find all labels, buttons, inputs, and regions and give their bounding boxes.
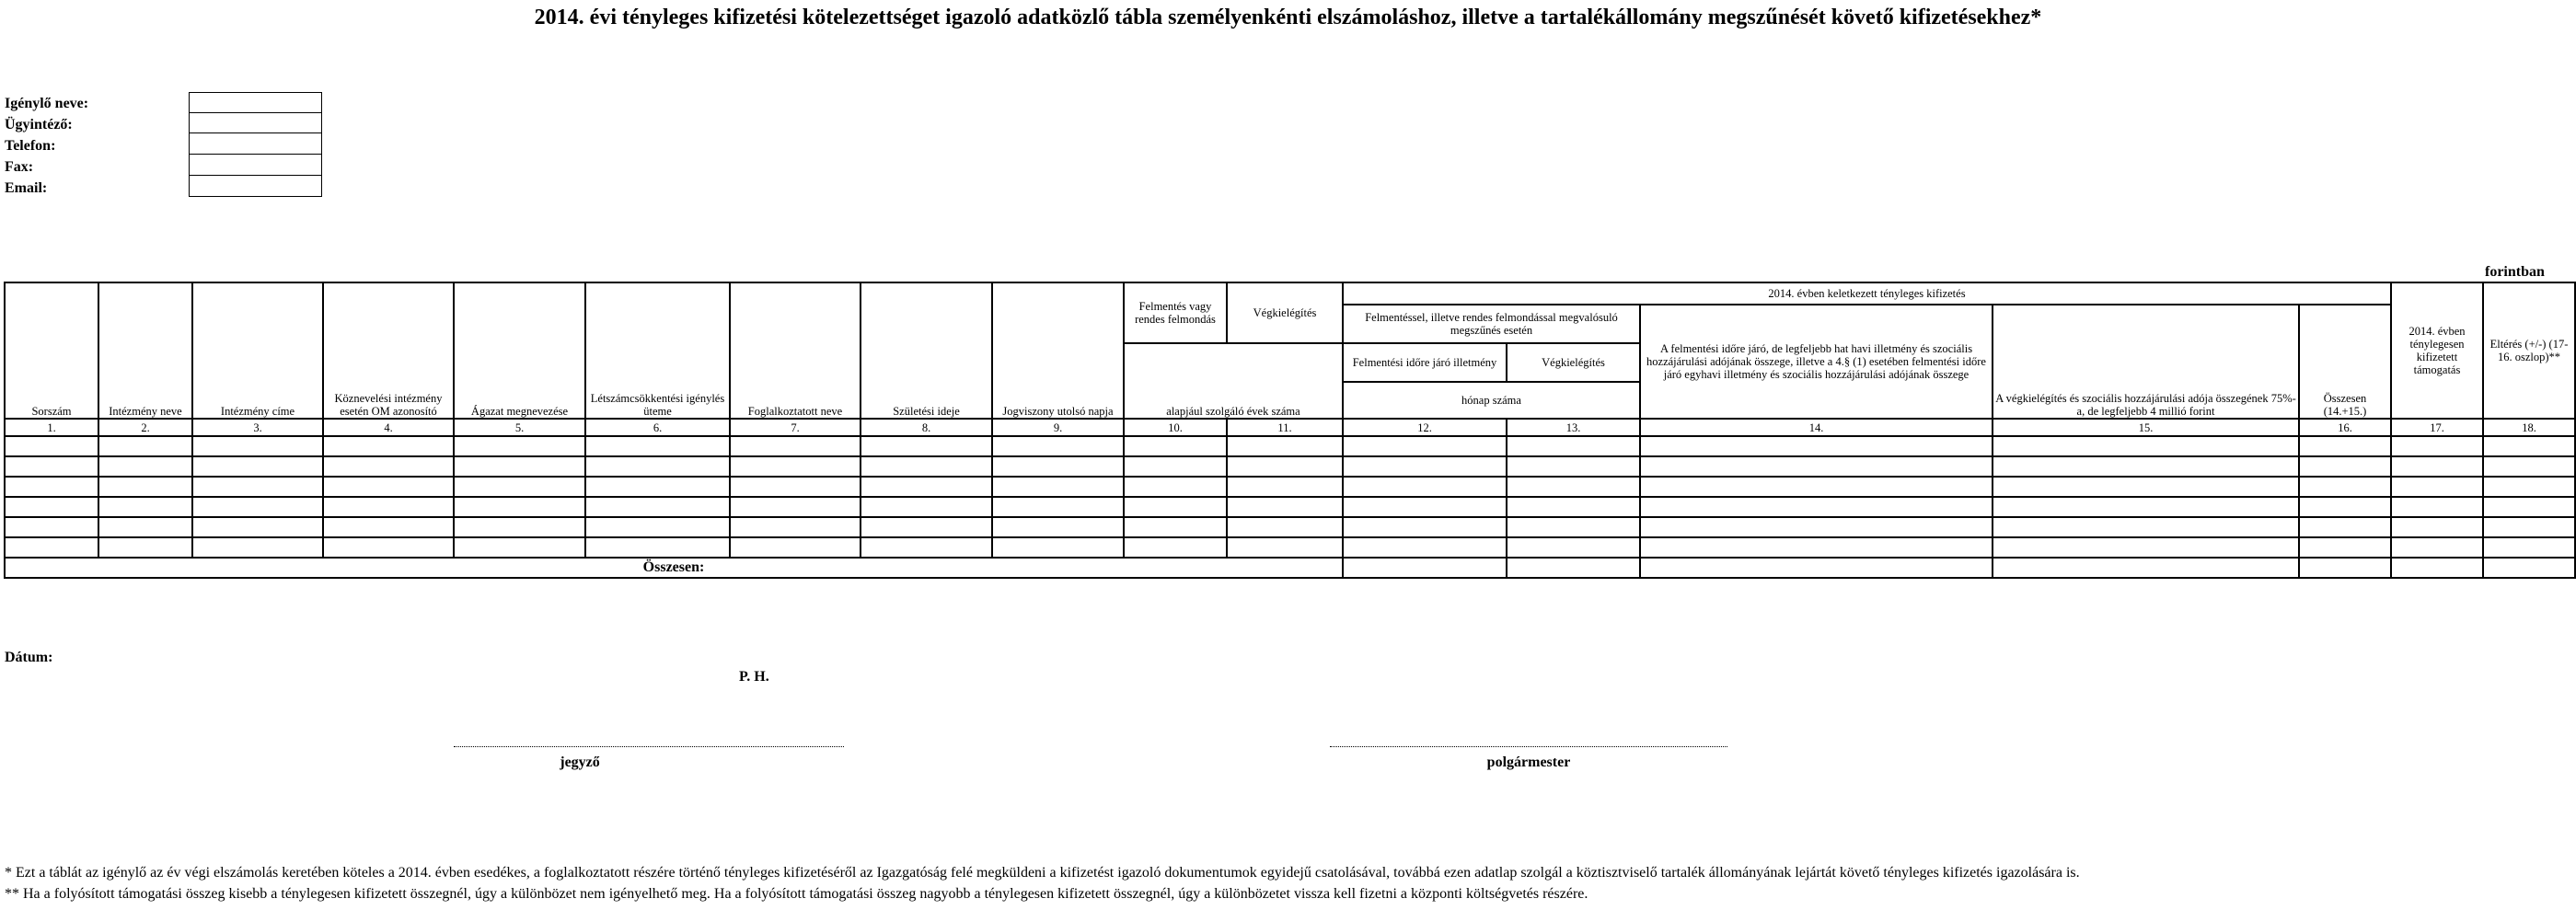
table-cell[interactable] <box>2391 456 2483 477</box>
phone-label: Telefon: <box>5 138 56 154</box>
table-cell[interactable] <box>192 497 323 517</box>
table-row <box>5 517 2575 537</box>
table-cell[interactable] <box>1507 537 1640 558</box>
table-cell[interactable] <box>1640 517 1993 537</box>
table-cell[interactable] <box>323 497 454 517</box>
table-cell[interactable] <box>323 477 454 497</box>
table-cell[interactable] <box>1227 477 1343 497</box>
table-cell[interactable] <box>2299 456 2391 477</box>
table-cell[interactable] <box>1343 477 1507 497</box>
table-cell[interactable] <box>585 517 730 537</box>
table-cell[interactable] <box>323 517 454 537</box>
mayor-label: polgármester <box>1486 754 1571 770</box>
table-cell[interactable] <box>992 537 1124 558</box>
table-cell[interactable] <box>1640 436 1993 456</box>
header-sorszam: Sorszám <box>5 282 98 419</box>
requester-name-field[interactable] <box>189 92 322 113</box>
table-cell[interactable] <box>1993 477 2299 497</box>
column-number: 6. <box>585 419 730 436</box>
header-severance: Végkielégítés <box>1227 282 1343 343</box>
table-cell[interactable] <box>1507 477 1640 497</box>
table-cell[interactable] <box>2483 497 2575 517</box>
table-cell[interactable] <box>1993 537 2299 558</box>
table-cell[interactable] <box>2483 517 2575 537</box>
column-number: 8. <box>861 419 992 436</box>
table-cell[interactable] <box>454 497 585 517</box>
table-cell[interactable] <box>730 436 861 456</box>
table-cell[interactable] <box>2391 497 2483 517</box>
column-number: 15. <box>1993 419 2299 436</box>
table-row <box>5 537 2575 558</box>
header-basis-years: alapjául szolgáló évek száma <box>1124 343 1343 419</box>
table-cell[interactable] <box>992 456 1124 477</box>
table-cell[interactable] <box>5 456 98 477</box>
table-cell[interactable] <box>992 497 1124 517</box>
table-cell[interactable] <box>585 456 730 477</box>
header-institution-name: Intézmény neve <box>98 282 192 419</box>
table-cell[interactable] <box>2391 537 2483 558</box>
table-cell[interactable] <box>1227 537 1343 558</box>
table-cell[interactable] <box>730 517 861 537</box>
header-col15: A végkielégítés és szociális hozzájárulási adója összegének 75%-a, de legfeljebb 4 millió forint <box>1993 305 2299 419</box>
requester-name-label: Igénylő neve: <box>5 96 89 111</box>
table-cell[interactable] <box>861 537 992 558</box>
notary-label: jegyző <box>560 754 600 770</box>
table-cell[interactable] <box>1993 517 2299 537</box>
table-row <box>5 436 2575 456</box>
table-cell[interactable] <box>2483 436 2575 456</box>
column-number: 1. <box>5 419 98 436</box>
table-row <box>5 456 2575 477</box>
header-difference: Eltérés (+/-) (17-16. oszlop)** <box>2483 282 2575 419</box>
table-cell[interactable] <box>2391 436 2483 456</box>
table-cell[interactable] <box>98 497 192 517</box>
header-paid-support-2014: 2014. évben ténylegesen kifizetett támogatás <box>2391 282 2483 419</box>
table-cell[interactable] <box>5 436 98 456</box>
fax-field[interactable] <box>189 155 322 176</box>
table-cell[interactable] <box>730 537 861 558</box>
table-cell[interactable] <box>1993 456 2299 477</box>
stamp-placeholder: P. H. <box>739 669 769 685</box>
table-cell[interactable] <box>861 456 992 477</box>
table-cell[interactable] <box>5 497 98 517</box>
header-termination-case: Felmentéssel, illetve rendes felmondással megvalósuló megszűnés esetén <box>1343 305 1640 343</box>
phone-field[interactable] <box>189 133 322 155</box>
table-cell[interactable] <box>192 436 323 456</box>
table-cell[interactable] <box>454 517 585 537</box>
table-cell[interactable] <box>2391 517 2483 537</box>
table-cell[interactable] <box>1124 537 1227 558</box>
footnote-1: * Ezt a táblát az igénylő az év végi elszámolás keretében köteles a 2014. évben esedékes, a foglalkoztatott részére történő tényleges kifizetéséről az Igazgatóság felé megküldeni a kifizetést igazoló dokumentumok egyidejű csatolásával, továbbá ezen adatlap szolgál a köztisztviselő tartalék állományának lejártát követő tényleges kifizetés igazolására is. <box>5 865 2080 881</box>
table-cell[interactable] <box>730 477 861 497</box>
table-cell[interactable] <box>454 477 585 497</box>
table-cell[interactable] <box>1507 436 1640 456</box>
header-total-14-15: Összesen (14.+15.) <box>2299 305 2391 419</box>
total-cell[interactable] <box>1343 558 1507 578</box>
table-cell[interactable] <box>585 497 730 517</box>
table-cell[interactable] <box>1124 456 1227 477</box>
table-cell[interactable] <box>1640 456 1993 477</box>
settlement-table <box>4 282 2576 579</box>
table-cell[interactable] <box>5 537 98 558</box>
column-number: 18. <box>2483 419 2575 436</box>
header-dismissal-or-notice: Felmentés vagy rendes felmondás <box>1124 282 1227 343</box>
table-cell[interactable] <box>1993 436 2299 456</box>
table-cell[interactable] <box>730 497 861 517</box>
table-cell[interactable] <box>585 537 730 558</box>
header-birth-date: Születési ideje <box>861 282 992 419</box>
table-cell[interactable] <box>2299 517 2391 537</box>
table-cell[interactable] <box>1343 537 1507 558</box>
table-cell[interactable] <box>2483 477 2575 497</box>
table-cell[interactable] <box>1993 497 2299 517</box>
total-cell[interactable] <box>1507 558 1640 578</box>
footnote-2: ** Ha a folyósított támogatási összeg kisebb a ténylegesen kifizetett összegnél, úgy a különbözet nem igényelhető meg. Ha a folyósított támogatási összeg nagyobb a ténylegesen kifizetett összegnél, úgy a különbözetet vissza kell fizetni a központi költségvetés részére. <box>5 886 1588 902</box>
table-cell[interactable] <box>2483 456 2575 477</box>
table-cell[interactable] <box>192 477 323 497</box>
table-row <box>5 497 2575 517</box>
fax-label: Fax: <box>5 159 34 175</box>
total-cell[interactable] <box>1640 558 1993 578</box>
header-employee-name: Foglalkoztatott neve <box>730 282 861 419</box>
table-cell[interactable] <box>454 456 585 477</box>
table-cell[interactable] <box>1227 436 1343 456</box>
table-cell[interactable] <box>192 517 323 537</box>
table-cell[interactable] <box>98 477 192 497</box>
total-label: Összesen: <box>5 558 1343 578</box>
table-cell[interactable] <box>861 517 992 537</box>
table-row <box>5 477 2575 497</box>
column-number: 11. <box>1227 419 1343 436</box>
header-col14: A felmentési időre járó, de legfeljebb hat havi illetmény és szociális hozzájárulási adójának összege, illetve a 4.§ (1) esetében felmentési időre járó egyhavi illetmény és szociális hozzájárulási adójának összege <box>1640 305 1993 419</box>
administrator-field[interactable] <box>189 112 322 133</box>
table-cell[interactable] <box>1507 456 1640 477</box>
table-cell[interactable] <box>2299 497 2391 517</box>
column-number: 9. <box>992 419 1124 436</box>
table-cell[interactable] <box>1124 497 1227 517</box>
notary-signature-line <box>454 739 844 747</box>
column-number: 16. <box>2299 419 2391 436</box>
table-cell[interactable] <box>1507 517 1640 537</box>
header-om-id: Köznevelési intézmény esetén OM azonosító <box>323 282 454 419</box>
table-cell[interactable] <box>1507 497 1640 517</box>
total-cell[interactable] <box>2391 558 2483 578</box>
column-number: 2. <box>98 419 192 436</box>
table-cell[interactable] <box>192 456 323 477</box>
header-last-day: Jogviszony utolsó napja <box>992 282 1124 419</box>
date-label: Dátum: <box>5 650 53 665</box>
column-number: 13. <box>1507 419 1640 436</box>
table-cell[interactable] <box>861 497 992 517</box>
table-cell[interactable] <box>992 436 1124 456</box>
header-institution-address: Intézmény címe <box>192 282 323 419</box>
column-number: 17. <box>2391 419 2483 436</box>
column-number: 7. <box>730 419 861 436</box>
table-cell[interactable] <box>861 436 992 456</box>
table-cell[interactable] <box>98 517 192 537</box>
table-cell[interactable] <box>5 517 98 537</box>
table-cell[interactable] <box>1124 517 1227 537</box>
email-field[interactable] <box>189 176 322 197</box>
header-reduction-schedule: Létszámcsökkentési igénylés üteme <box>585 282 730 419</box>
table-cell[interactable] <box>98 436 192 456</box>
total-cell[interactable] <box>2483 558 2575 578</box>
page-title: 2014. évi tényleges kifizetési kötelezettséget igazoló adatközlő tábla személyenkénti elszámoláshoz, illetve a tartalékállomány megszűnését követő kifizetésekhez* <box>534 6 2042 29</box>
column-number: 10. <box>1124 419 1227 436</box>
column-number: 12. <box>1343 419 1507 436</box>
column-number: 5. <box>454 419 585 436</box>
table-cell[interactable] <box>192 537 323 558</box>
table-cell[interactable] <box>454 436 585 456</box>
header-sector: Ágazat megnevezése <box>454 282 585 419</box>
table-cell[interactable] <box>1343 436 1507 456</box>
administrator-label: Ügyintéző: <box>5 117 73 132</box>
table-cell[interactable] <box>323 436 454 456</box>
total-cell[interactable] <box>1993 558 2299 578</box>
table-cell[interactable] <box>1124 436 1227 456</box>
header-severance-2: Végkielégítés <box>1507 343 1640 382</box>
table-cell[interactable] <box>1343 456 1507 477</box>
table-cell[interactable] <box>861 477 992 497</box>
table-cell[interactable] <box>454 537 585 558</box>
table-cell[interactable] <box>992 517 1124 537</box>
table-cell[interactable] <box>2299 537 2391 558</box>
header-months: hónap száma <box>1343 382 1640 419</box>
column-number: 4. <box>323 419 454 436</box>
unit-label: forintban <box>2485 264 2545 280</box>
table-cell[interactable] <box>585 436 730 456</box>
table-cell[interactable] <box>2299 477 2391 497</box>
table-cell[interactable] <box>1640 537 1993 558</box>
table-cell[interactable] <box>5 477 98 497</box>
table-cell[interactable] <box>1227 456 1343 477</box>
total-row <box>5 558 2575 578</box>
total-cell[interactable] <box>2299 558 2391 578</box>
table-cell[interactable] <box>1124 477 1227 497</box>
email-label: Email: <box>5 180 48 196</box>
table-cell[interactable] <box>323 537 454 558</box>
column-number: 14. <box>1640 419 1993 436</box>
table-cell[interactable] <box>1640 477 1993 497</box>
table-cell[interactable] <box>1640 497 1993 517</box>
table-cell[interactable] <box>1343 517 1507 537</box>
table-cell[interactable] <box>2299 436 2391 456</box>
table-cell[interactable] <box>1227 517 1343 537</box>
table-cell[interactable] <box>2391 477 2483 497</box>
table-cell[interactable] <box>585 477 730 497</box>
table-cell[interactable] <box>1227 497 1343 517</box>
table-cell[interactable] <box>98 456 192 477</box>
header-payment-2014: 2014. évben keletkezett tényleges kifizetés <box>1343 282 2391 305</box>
mayor-signature-line <box>1330 739 1727 747</box>
table-cell[interactable] <box>992 477 1124 497</box>
table-cell[interactable] <box>1343 497 1507 517</box>
header-dismissal-pay: Felmentési időre járó illetmény <box>1343 343 1507 382</box>
table-cell[interactable] <box>323 456 454 477</box>
table-cell[interactable] <box>730 456 861 477</box>
table-cell[interactable] <box>2483 537 2575 558</box>
column-number: 3. <box>192 419 323 436</box>
table-cell[interactable] <box>98 537 192 558</box>
